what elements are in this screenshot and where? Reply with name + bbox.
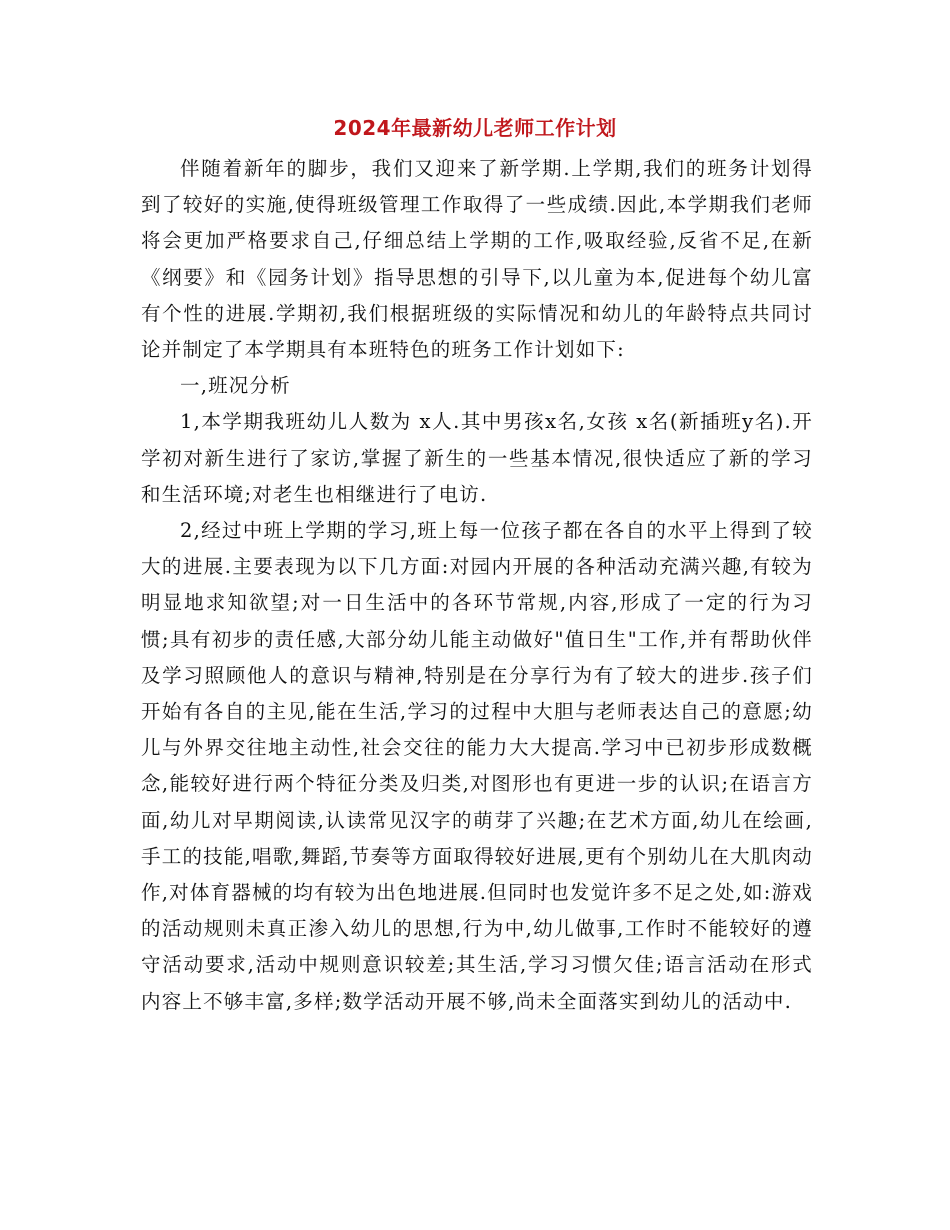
document-body [141, 151, 813, 1020]
paragraph-intro: 伴随着新年的脚步，我们又迎来了新学期.上学期,我们的班务计划得到了较好的实施,使得班级管理工作取得了一些成绩.因此,本学期我们老师将会更加严格要求自己,仔细总结上学期的工作,吸取经验,反省不足,在新《纲要》和《园务计划》指导思想的引导下,以儿童为本,促进每个幼儿富有个性的进展.学期初,我们根据班级的实际情况和幼儿的年龄特点共同讨论并制定了本学期具有本班特色的班务工作计划如下: [141, 157, 813, 362]
paragraph-item-2: 2,经过中班上学期的学习,班上每一位孩子都在各自的水平上得到了较大的进展.主要表现为以下几方面:对园内开展的各种活动充满兴趣,有较为明显地求知欲望;对一日生活中的各环节常规,内容,形成了一定的行为习惯;具有初步的责任感,大部分幼儿能主动做好"值日生"工作,并有帮助伙伴及学习照顾他人的意识与精神,特别是在分享行为有了较大的进步.孩子们开始有各自的主见,能在生活,学习的过程中大胆与老师表达自己的意愿;幼儿与外界交往地主动性,社会交往的能力大大提高.学习中已初步形成数概念,能较好进行两个特征分类及归类,对图形也有更进一步的认识;在语言方面,幼儿对早期阅读,认读常见汉字的萌芽了兴趣;在艺术方面,幼儿在绘画,手工的技能,唱歌,舞蹈,节奏等方面取得较好进展,更有个别幼儿在大肌肉动作,对体育器械的均有较为出色地进展.但同时也发觉许多不足之处,如:游戏的活动规则未真正渗入幼儿的思想,行为中,幼儿做事,工作时不能较好的遵守活动要求,活动中规则意识较差;其生活,学习习惯欠佳;语言活动在形式内容上不够丰富,多样;数学活动开展不够,尚未全面落实到幼儿的活动中. [141, 519, 813, 1013]
document-title: 2024年最新幼儿老师工作计划 [333, 116, 617, 140]
section-heading-class-analysis: 一,班况分析 [180, 374, 291, 398]
paragraph-item-1: 1,本学期我班幼儿人数为 x人.其中男孩x名,女孩 x名(新插班y名).开学初对新生进行了家访,掌握了新生的一些基本情况,很快适应了新的学习和生活环境;对老生也相继进行了电访. [141, 410, 813, 506]
